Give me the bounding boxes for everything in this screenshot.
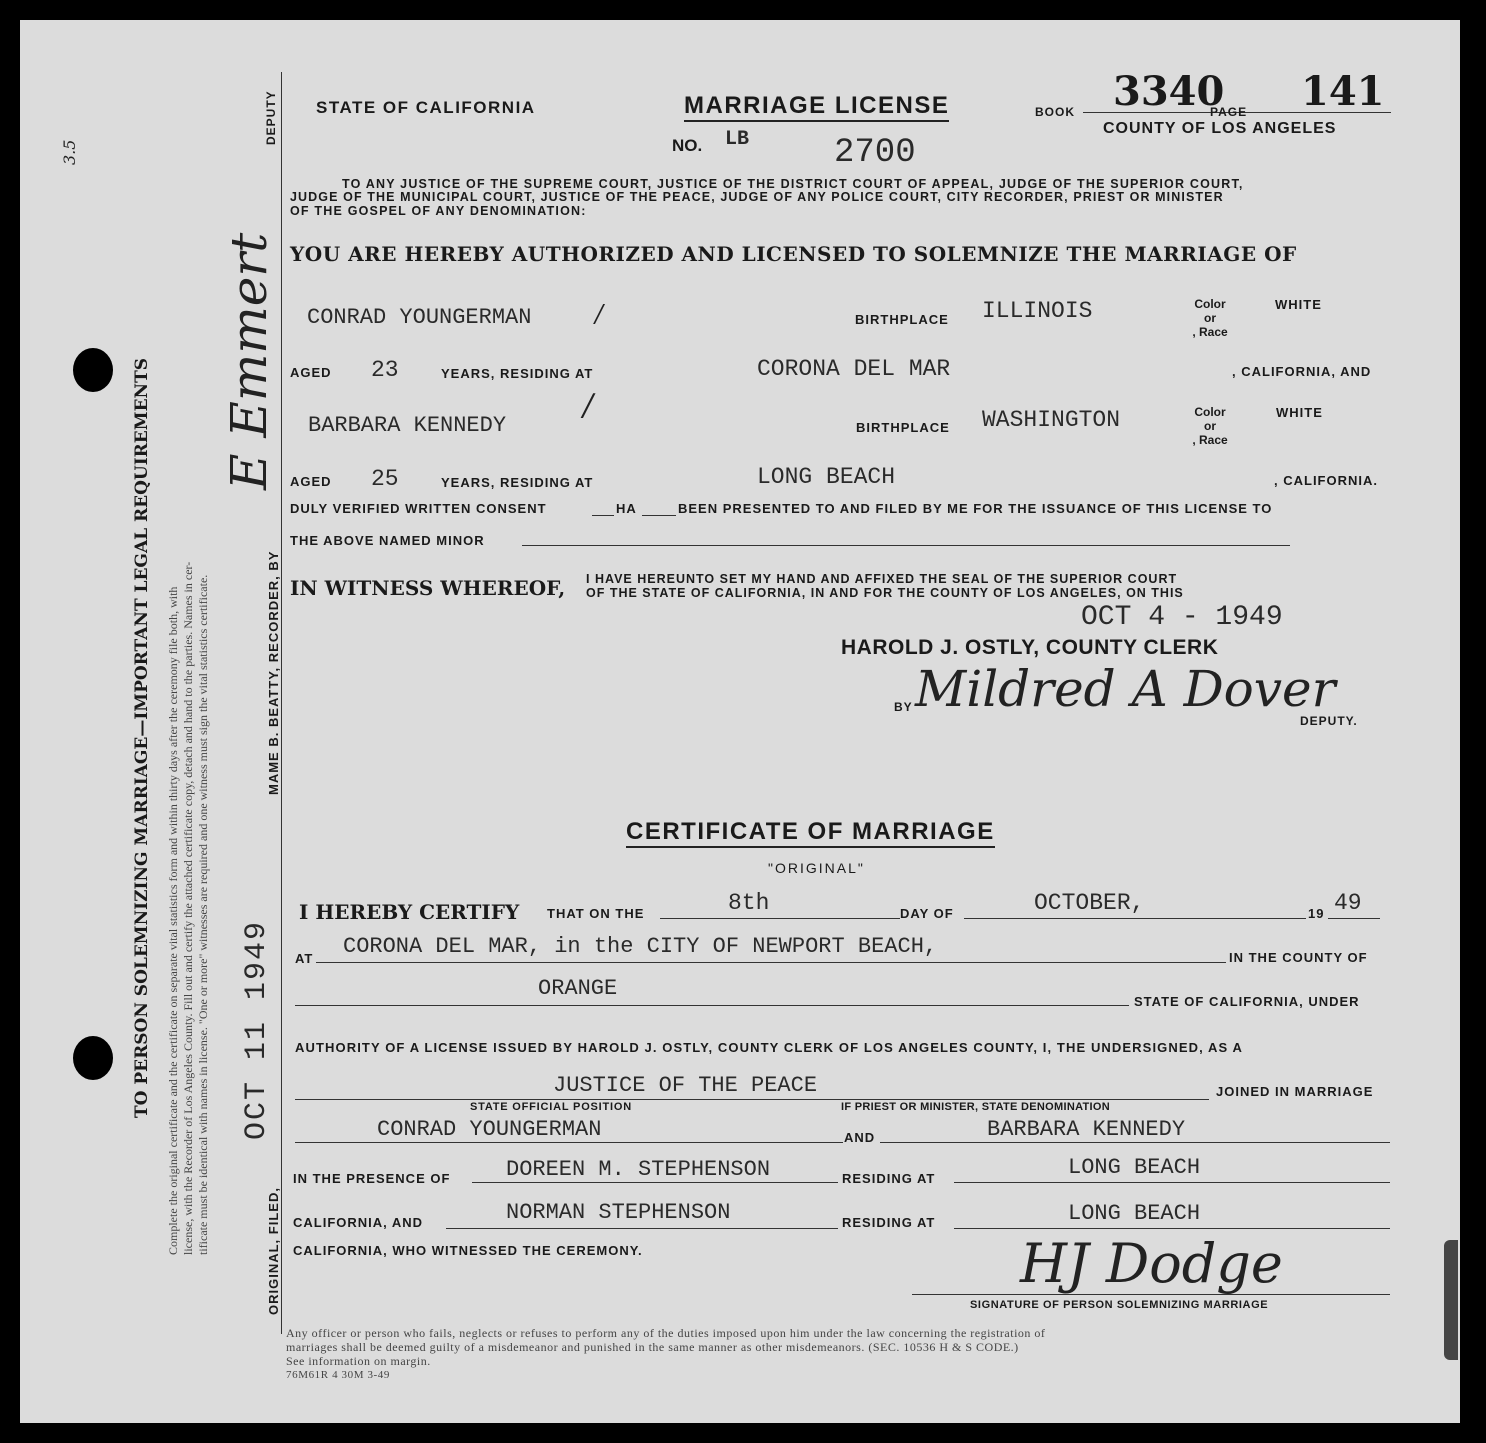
address-line-3: OF THE GOSPEL OF ANY DENOMINATION: (290, 204, 587, 218)
address-line-1: TO ANY JUSTICE OF THE SUPREME COURT, JUSTICE OF THE DISTRICT COURT OF APPEAL, JUDGE OF THE SUPERIOR COURT, (342, 177, 1244, 191)
bride-birthplace: WASHINGTON (982, 407, 1121, 433)
bride-birthplace-label: BIRTHPLACE (856, 420, 950, 435)
position-caption: STATE OFFICIAL POSITION (470, 1101, 633, 1113)
consent-blank-2 (642, 515, 676, 516)
recorder-signature: E Emmert (220, 232, 278, 490)
certificate-bride: BARBARA KENNEDY (987, 1117, 1186, 1142)
punch-hole-bottom (73, 1036, 113, 1080)
place-line (316, 962, 1226, 963)
form-number: 76M61R 4 30M 3-49 (286, 1369, 391, 1381)
consent-text-c: BEEN PRESENTED TO AND FILED BY ME FOR THE ISSUANCE OF THIS LICENSE TO (678, 501, 1273, 516)
groom-birthplace: ILLINOIS (982, 298, 1093, 324)
bride-check-mark: / (583, 388, 594, 423)
that-on-label: THAT ON THE (547, 906, 645, 921)
marriage-place: CORONA DEL MAR, in the CITY OF NEWPORT BEACH, (343, 934, 938, 959)
witness-1-residence: LONG BEACH (1068, 1155, 1201, 1180)
witness-2-residence: LONG BEACH (1068, 1201, 1201, 1226)
authority-statement: AUTHORITY OF A LICENSE ISSUED BY HAROLD J. OSTLY, COUNTY CLERK OF LOS ANGELES COUNTY, I, THE UNDERSIGNED, AS A (295, 1040, 1244, 1055)
witness-1-name: DOREEN M. STEPHENSON (506, 1157, 771, 1182)
witness2-residence-line (954, 1228, 1390, 1229)
witness2-line (446, 1228, 838, 1229)
county-of-los-angeles: COUNTY OF LOS ANGELES (1103, 120, 1337, 137)
page-edge-stain (1444, 1240, 1458, 1360)
license-no-label: NO. (672, 136, 703, 155)
license-issue-date-stamp: OCT 4 - 1949 (1081, 602, 1283, 633)
certificate-groom: CONRAD YOUNGERMAN (377, 1117, 602, 1142)
margin-requirements-title: TO PERSON SOLEMNIZING MARRIAGE—IMPORTANT LEGAL REQUIREMENTS (132, 357, 152, 1118)
groom-race: WHITE (1275, 297, 1322, 312)
bride-color-race-label: Color or , Race (1192, 405, 1228, 447)
book-number: 3340 (1113, 68, 1225, 115)
footer-line-3: See information on margin. (286, 1354, 431, 1368)
groom-color-race-label: Color or , Race (1192, 297, 1228, 339)
page-label: PAGE (1210, 105, 1248, 119)
footer-line-2: marriages shall be deemed guilty of a misdemeanor and punished in the same manner as other misdemeanors. (SEC. 10536 H & S CODE.) (286, 1340, 1019, 1354)
day-line (660, 918, 900, 919)
witness1-line (472, 1182, 838, 1183)
witness1-residence-line (954, 1182, 1390, 1183)
bride-name: BARBARA KENNEDY (308, 413, 507, 438)
license-no-prefix: LB (725, 128, 750, 151)
joined-in-marriage-label: JOINED IN MARRIAGE (1216, 1084, 1374, 1099)
bride-race: WHITE (1276, 405, 1323, 420)
witness-text-1: I HAVE HEREUNTO SET MY HAND AND AFFIXED THE SEAL OF THE SUPERIOR COURT (586, 572, 1178, 586)
state-of-california: STATE OF CALIFORNIA (316, 98, 536, 117)
clerk-deputy-label: DEPUTY. (1300, 714, 1358, 728)
punch-hole-top (73, 348, 113, 392)
authorized-statement: YOU ARE HEREBY AUTHORIZED AND LICENSED TO SOLEMNIZE THE MARRIAGE OF (290, 242, 1297, 266)
recorder-label: MAME B. BEATTY, RECORDER, BY (266, 550, 281, 795)
consent-text-b: HA (616, 501, 637, 516)
marriage-county: ORANGE (538, 976, 618, 1001)
marriage-month: OCTOBER, (1034, 890, 1145, 916)
margin-requirement-line-2: license, with the Recorder of Los Angeles County. Fill out and certify the attached certificate copy, detach and hand to the parties. Names in cer- (181, 561, 195, 1255)
witness-whereof-heading: IN WITNESS WHEREOF, (290, 576, 566, 600)
in-county-of-label: IN THE COUNTY OF (1229, 950, 1368, 965)
bride-line (880, 1142, 1390, 1143)
margin-requirement-line-3: tificate must be identical with names in license. "One or more" witnesses are required and one witness must sign the vital statistics certificate. (196, 574, 210, 1255)
groom-check-mark: / (595, 300, 604, 328)
year-suffix: 49 (1334, 890, 1362, 916)
license-title: MARRIAGE LICENSE (684, 92, 949, 122)
filed-date-stamp: OCT 11 1949 (240, 919, 274, 1140)
groom-aged-label: AGED (290, 365, 332, 380)
consent-minor-label: THE ABOVE NAMED MINOR (290, 533, 485, 548)
officiant-signature-label: SIGNATURE OF PERSON SOLEMNIZING MARRIAGE (970, 1299, 1269, 1311)
address-line-2: JUDGE OF THE MUNICIPAL COURT, JUSTICE OF THE PEACE, JUDGE OF ANY POLICE COURT, CITY RECORDER, PRIEST OR MINISTER (290, 190, 1224, 204)
certify-label: I HEREBY CERTIFY (299, 900, 520, 924)
at-label: AT (295, 951, 314, 966)
california-and-label: CALIFORNIA, AND (293, 1215, 424, 1230)
witness-2-name: NORMAN STEPHENSON (506, 1200, 731, 1225)
license-no-value: 2700 (834, 134, 916, 172)
groom-state-suffix: , CALIFORNIA, AND (1232, 364, 1372, 379)
groom-line (295, 1142, 843, 1143)
margin-divider-line (281, 72, 282, 1334)
county-clerk-name: HAROLD J. OSTLY, COUNTY CLERK (841, 636, 1219, 659)
witness-1-residing-label: RESIDING AT (842, 1171, 936, 1186)
marriage-license-document (20, 20, 1460, 1423)
corner-mark: 3.5 (60, 139, 79, 165)
presence-label: IN THE PRESENCE OF (293, 1171, 451, 1186)
year-line (1328, 918, 1380, 919)
page-number: 141 (1301, 68, 1385, 115)
bride-residing-label: YEARS, RESIDING AT (441, 475, 594, 490)
officiant-position: JUSTICE OF THE PEACE (553, 1073, 818, 1098)
position-line (295, 1099, 1209, 1100)
denomination-caption: IF PRIEST OR MINISTER, STATE DENOMINATION (841, 1101, 1110, 1113)
groom-birthplace-label: BIRTHPLACE (855, 312, 949, 327)
groom-age: 23 (371, 357, 399, 383)
consent-text-a: DULY VERIFIED WRITTEN CONSENT (290, 501, 547, 516)
bride-aged-label: AGED (290, 474, 332, 489)
recorder-deputy-label: DEPUTY (264, 90, 278, 145)
witnessed-ceremony-label: CALIFORNIA, WHO WITNESSED THE CEREMONY. (293, 1243, 643, 1258)
clerk-by-label: BY (894, 700, 913, 714)
state-under-label: STATE OF CALIFORNIA, UNDER (1134, 994, 1360, 1009)
consent-minor-line (522, 545, 1290, 546)
bride-age: 25 (371, 466, 399, 492)
book-label: BOOK (1035, 105, 1075, 119)
deputy-signature: Mildred A Dover (915, 660, 1336, 718)
witness-2-residing-label: RESIDING AT (842, 1215, 936, 1230)
county-line (295, 1005, 1129, 1006)
margin-requirement-line-1: Complete the original certificate and the certificate on separate vital statistics form and within thirty days after the ceremony file both, with (166, 586, 180, 1255)
day-of-label: DAY OF (900, 906, 954, 921)
consent-blank-1 (592, 515, 614, 516)
bride-state-suffix: , CALIFORNIA. (1274, 473, 1378, 488)
and-label: AND (844, 1130, 876, 1145)
groom-residing-label: YEARS, RESIDING AT (441, 366, 594, 381)
groom-name: CONRAD YOUNGERMAN (307, 305, 532, 330)
month-line (964, 918, 1306, 919)
officiant-signature-line (912, 1294, 1390, 1295)
year-prefix: 19 (1308, 906, 1325, 921)
certificate-title: CERTIFICATE OF MARRIAGE (626, 818, 995, 848)
footer-line-1: Any officer or person who fails, neglects or refuses to perform any of the duties imposed upon him under the law concerning the registration of (286, 1326, 1046, 1340)
witness-text-2: OF THE STATE OF CALIFORNIA, IN AND FOR THE COUNTY OF LOS ANGELES, ON THIS (586, 586, 1184, 600)
certificate-subtitle: "ORIGINAL" (768, 860, 865, 876)
bride-residence: LONG BEACH (757, 464, 896, 490)
officiant-signature: HJ Dodge (1020, 1232, 1283, 1295)
marriage-day: 8th (728, 890, 770, 916)
filed-label: ORIGINAL, FILED, (266, 1187, 281, 1315)
groom-residence: CORONA DEL MAR (757, 356, 951, 382)
